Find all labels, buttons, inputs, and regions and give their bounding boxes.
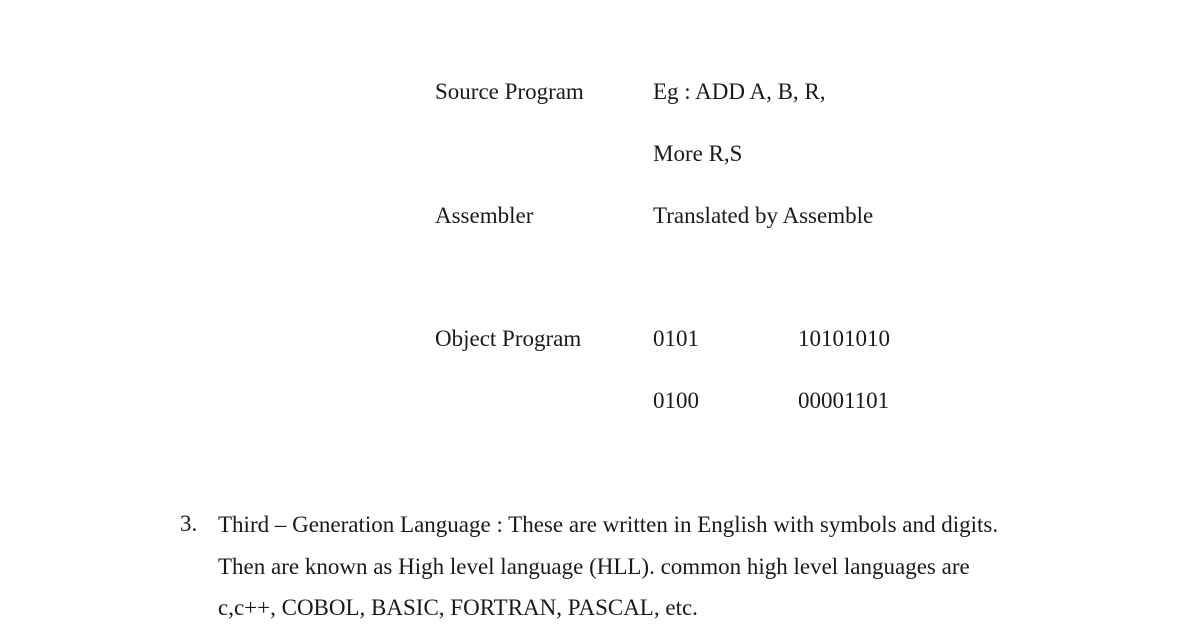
source-program-example-line-2: More R,S	[653, 141, 743, 166]
object-program-label: Object Program	[435, 326, 582, 351]
object-program-opcode-1: 0101	[653, 326, 699, 351]
list-item-line-1: Third – Generation Language : These are written in English with symbols and digits.	[218, 512, 999, 537]
assembler-description: Translated by Assemble	[653, 203, 874, 228]
assembler-label: Assembler	[435, 203, 534, 228]
list-item-number: 3.	[180, 511, 198, 536]
object-program-opcode-2: 0100	[653, 388, 699, 413]
source-program-label: Source Program	[435, 79, 584, 104]
source-program-example-line-1: Eg : ADD A, B, R,	[653, 79, 826, 104]
list-item-text	[218, 504, 1138, 629]
list-item-line-3: c,c++, COBOL, BASIC, FORTRAN, PASCAL, etc.	[218, 595, 698, 620]
list-item-line-2: Then are known as High level language (HLL). common high level languages are	[218, 553, 970, 579]
object-program-operand-1: 10101010	[798, 326, 890, 351]
object-program-operand-2: 00001101	[798, 388, 890, 413]
